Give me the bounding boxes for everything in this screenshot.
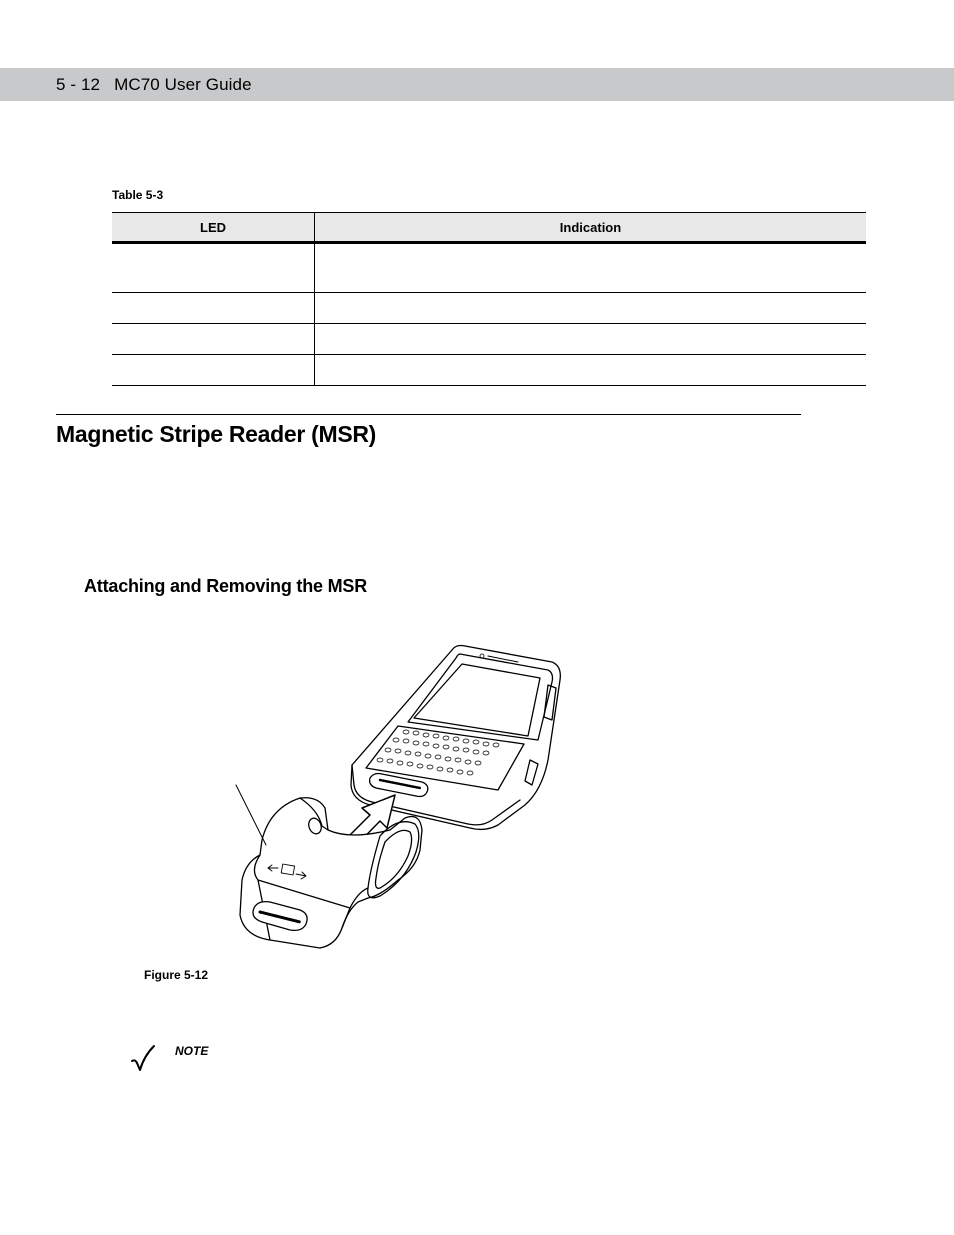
table-cell-led: [112, 243, 315, 293]
msr-attachment-drawing: [240, 798, 422, 948]
table-row: [112, 355, 866, 386]
table-cell-led: [112, 324, 315, 355]
table-cell-indication: [315, 355, 867, 386]
table-row: [112, 324, 866, 355]
table-cell-led: [112, 355, 315, 386]
column-header-indication: Indication: [315, 213, 867, 243]
table-cell-indication: [315, 293, 867, 324]
table-cell-led: [112, 293, 315, 324]
table-caption: Table 5-3: [112, 188, 164, 202]
msr-attachment-illustration: [230, 640, 570, 960]
led-indication-table: [112, 212, 866, 386]
column-header-led: LED: [112, 213, 315, 243]
page-header: [56, 75, 252, 95]
table-cell-indication: [315, 324, 867, 355]
checkmark-icon: [130, 1044, 156, 1074]
section-title: Magnetic Stripe Reader (MSR): [56, 421, 377, 447]
subsection-title: Attaching and Removing the MSR: [84, 576, 368, 596]
page-number: 5 - 12: [56, 75, 101, 94]
section-divider: [56, 414, 801, 415]
document-title: MC70 User Guide: [114, 75, 252, 94]
note-label: NOTE: [175, 1044, 209, 1058]
figure-caption: Figure 5-12: [144, 968, 209, 982]
callout-line: [236, 785, 266, 845]
table-row: [112, 243, 866, 293]
table-row: [112, 293, 866, 324]
table-cell-indication: [315, 243, 867, 293]
